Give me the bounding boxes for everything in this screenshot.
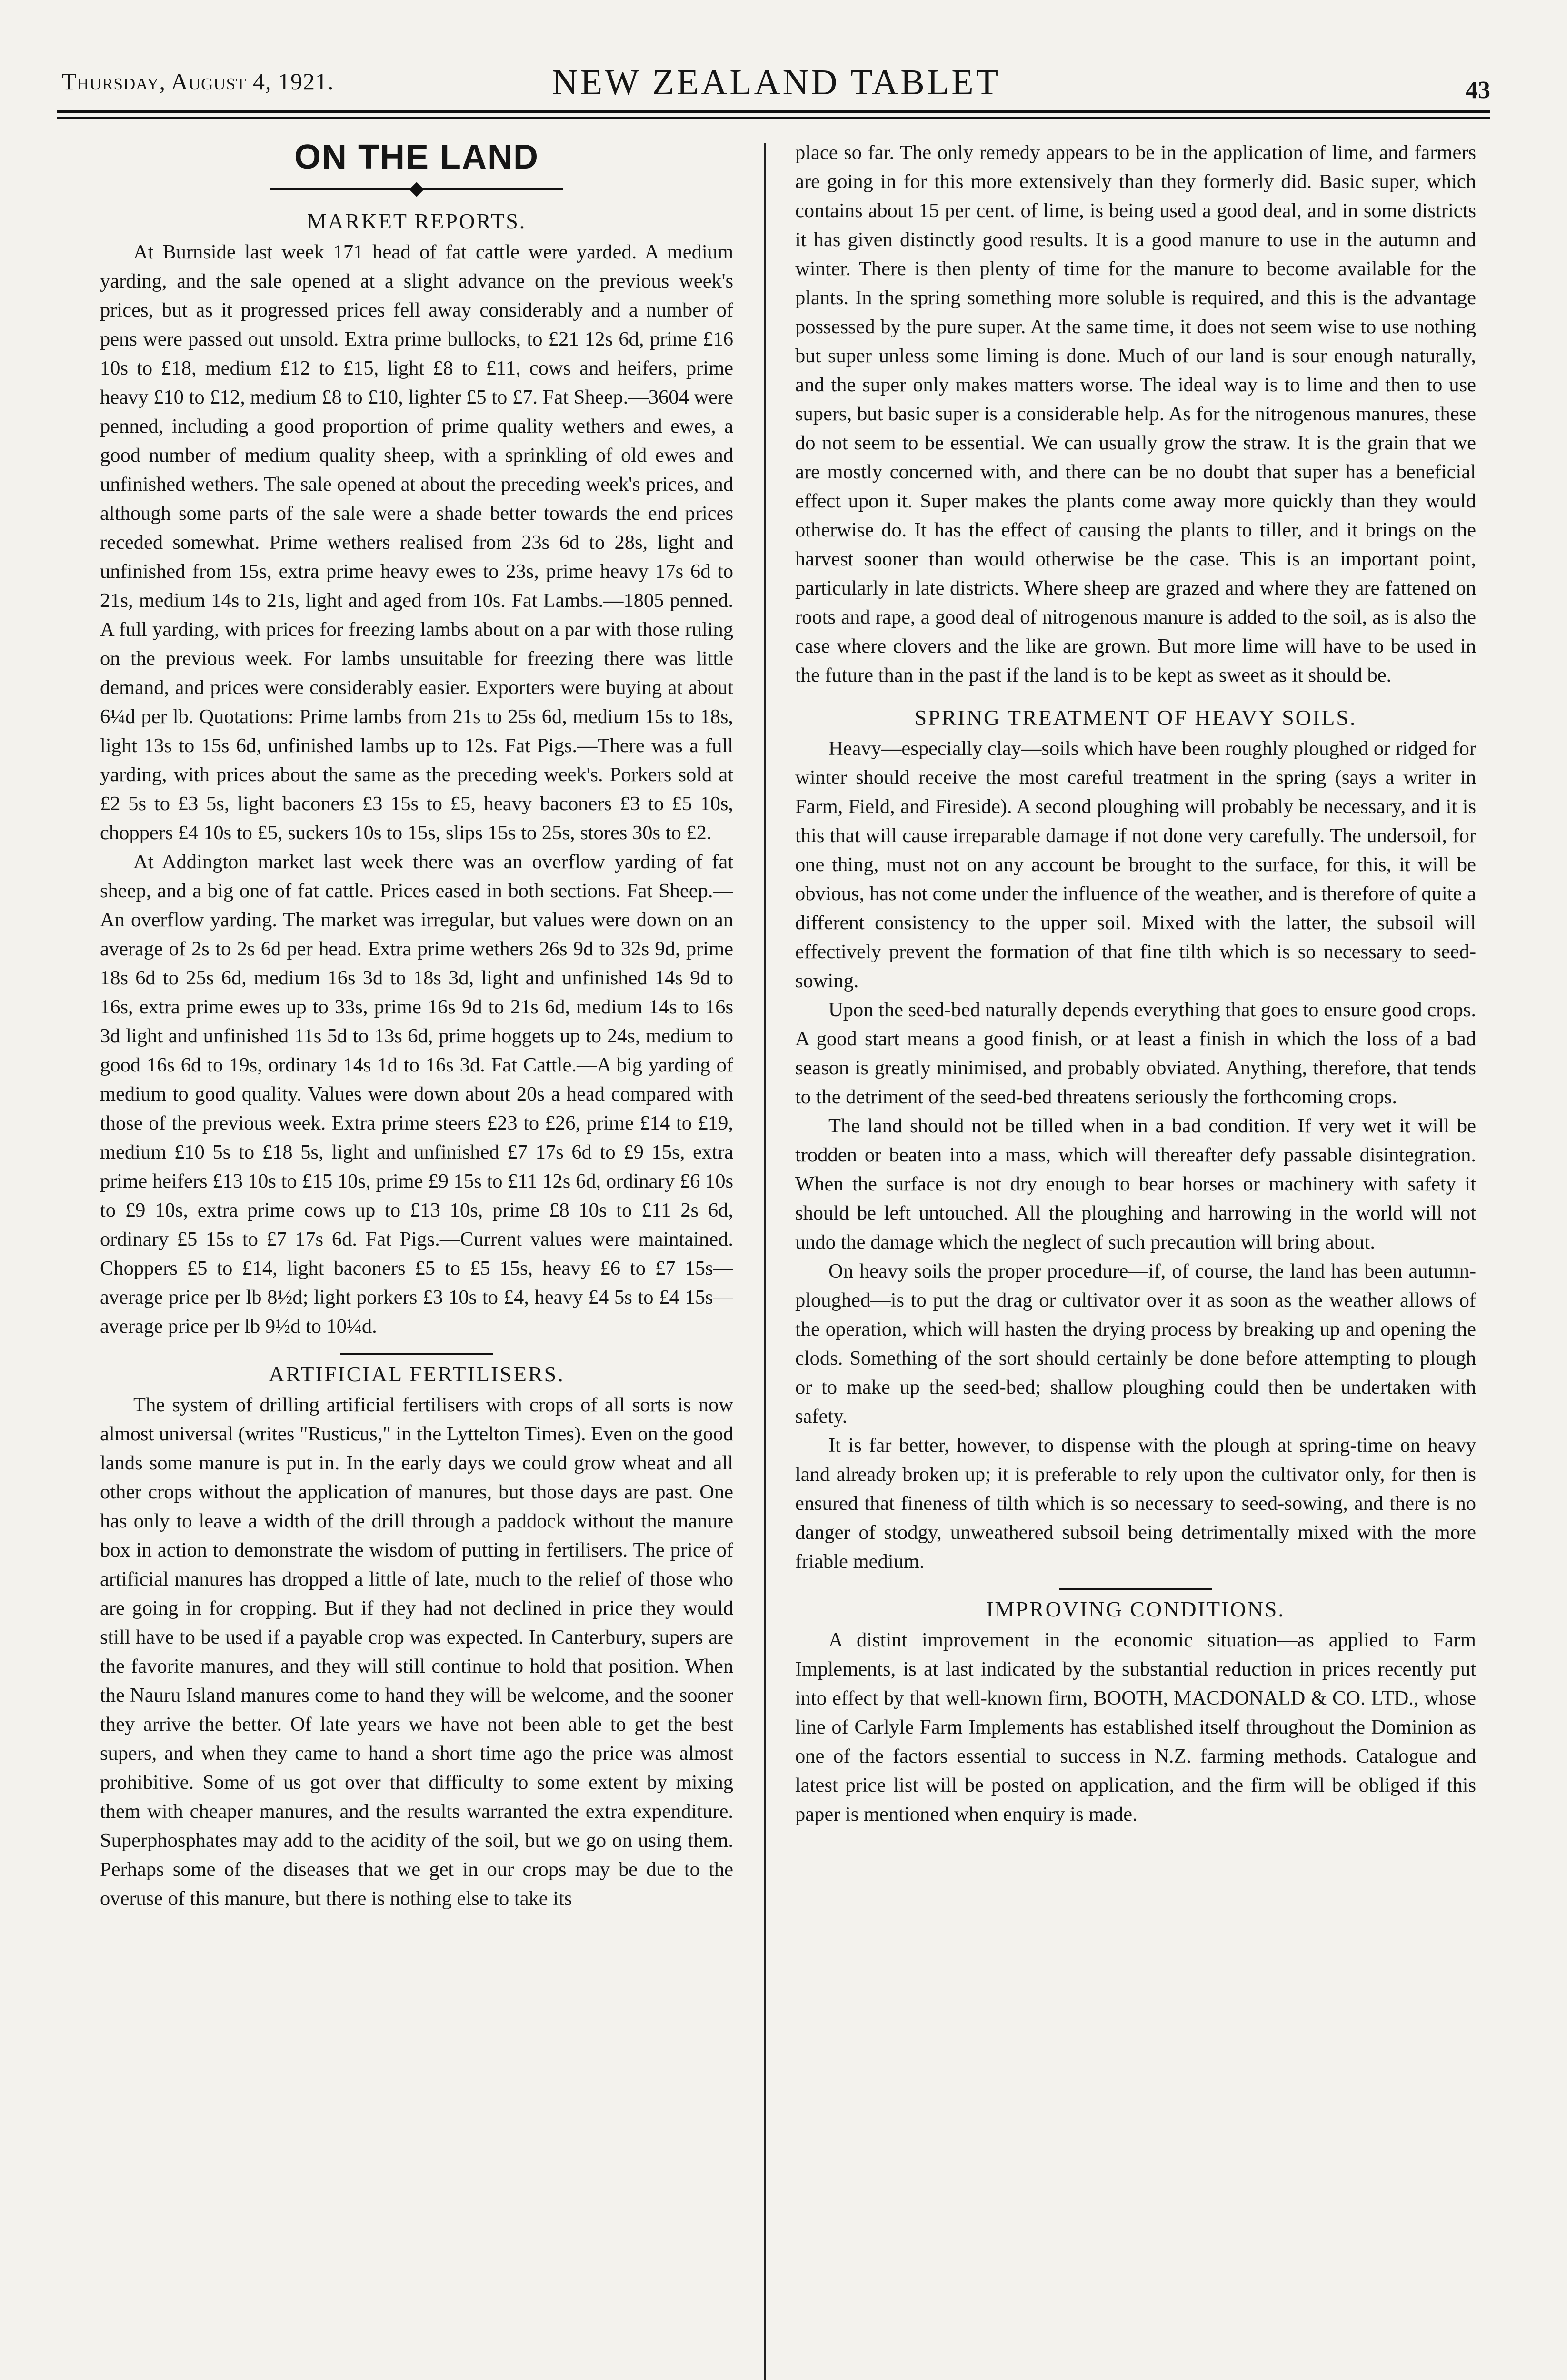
title-ornament	[100, 185, 733, 194]
article-divider	[340, 1353, 493, 1355]
issue-date: Thursday, August 4, 1921.	[62, 68, 334, 95]
article-heading-improving-conditions: IMPROVING CONDITIONS.	[986, 1597, 1285, 1621]
article-heading-spring-treatment: SPRING TREATMENT OF HEAVY SOILS.	[914, 705, 1357, 730]
article-divider	[1059, 1588, 1212, 1590]
spring-treatment-paragraph-4: On heavy soils the proper procedure—if, of course, the land has been autumn-ploughed—is to put the drag or cultivator over it as soon as the weather allows of the operation, which will hasten the drying process by breaking up and opening the clods. Something of the sort should certainly be done before attempting to plough or to make up the seed-bed; shallow ploughing could then be undertaken with safety.	[795, 1260, 1476, 1428]
masthead	[62, 57, 1490, 114]
improving-conditions-paragraph-1: A distint improvement in the economic situation—as applied to Farm Implements, is at last indicated by the substantial reduction in prices recently put into effect by that well-known firm, BOOTH, MACDONALD & CO. LTD., whose line of Carlyle Farm Implements has established itself throughout the Dominion as one of the factors essential to success in N.Z. farming methods. Catalogue and latest price list will be posted on application, and the firm will be obliged if this paper is mentioned when enquiry is made.	[795, 1629, 1476, 1825]
spring-treatment-paragraph-1: Heavy—especially clay—soils which have been roughly ploughed or ridged for winter should receive the most careful treatment in the spring (says a writer in Farm, Field, and Fireside). A second ploughing will probably be necessary, and it is this that will cause irreparable damage if not done very carefully. The undersoil, for one thing, must not on any account be brought to the surface, for this, it will be obvious, has not come under the influence of the weather, and is therefore of quite a different consistency to the upper soil. Mixed with the latter, the subsoil will effectively prevent the formation of that fine tilth which is so necessary to seed-sowing.	[795, 737, 1476, 992]
column-divider	[764, 143, 766, 2380]
market-reports-paragraph-2: At Addington market last week there was an overflow yarding of fat sheep, and a big one of fat cattle. Prices eased in both sections. Fat Sheep.—An overflow yarding. The market was irregular, but values were down on an average of 2s to 2s 6d per head. Extra prime wethers 26s 9d to 32s 9d, prime 18s 6d to 25s 6d, medium 16s 3d to 18s 3d, light and unfinished 14s 9d to 16s, extra prime ewes up to 33s, prime 16s 9d to 21s 6d, medium 14s to 16s 3d light and unfinished 11s 5d to 13s 6d, prime hoggets up to 24s, medium to good 16s 6d to 19s, ordinary 14s 1d to 16s 3d. Fat Cattle.—A big yarding of medium to good quality. Values were down about 20s a head compared with those of the previous week. Extra prime steers £23 to £26, prime £14 to £19, medium £10 5s to £18 5s, light and unfinished £7 17s 6d to £9 15s, extra prime heifers £13 10s to £15 10s, prime £9 15s to £11 12s 6d, ordinary £6 10s to £9 10s, extra prime cows up to £13 10s, prime £8 10s to £11 2s 6d, ordinary £5 15s to £7 17s 6d. Fat Pigs.—Current values were maintained. Choppers £5 to £14, light baconers £5 to £5 15s, heavy £6 to £7 15s—average price per lb 8½d; light porkers £3 10s to £4, heavy £4 5s to £4 15s—average price per lb 9½d to 10¼d.	[100, 851, 733, 1338]
publication-title: NEW ZEALAND TABLET	[551, 62, 1001, 102]
article-heading-artificial-fertilisers: ARTIFICIAL FERTILISERS.	[269, 1362, 565, 1386]
section-title: ON THE LAND	[294, 138, 539, 176]
spring-treatment-paragraph-5: It is far better, however, to dispense with the plough at spring-time on heavy land already broken up; it is preferable to rely upon the cultivator only, for then is ensured that fineness of tilth which is so necessary to seed-sowing, and there is no danger of stodgy, unweathered subsoil being detrimentally mixed with the more friable medium.	[795, 1434, 1476, 1573]
spring-treatment-paragraph-2: Upon the seed-bed naturally depends everything that goes to ensure good crops. A good start means a good finish, or at least a finish in which the loss of a bad season is greatly minimised, and probably obviated. Anything, therefore, that tends to the detriment of the seed-bed threatens seriously the forthcoming crops.	[795, 999, 1476, 1108]
artificial-fertilisers-paragraph-2: place so far. The only remedy appears to be in the application of lime, and farmers are going in for this more extensively than they formerly did. Basic super, which contains about 15 per cent. of lime, is being used a good deal, and in some districts it has given distinctly good results. It is a good manure to use in the autumn and winter. There is then plenty of time for the manure to become available for the plants. In the spring something more soluble is required, and this is the advantage possessed by the pure super. At the same time, it does not seem wise to use nothing but super unless some liming is done. Much of our land is sour enough naturally, and the super only makes matters worse. The ideal way is to lime and then to use supers, but basic super is a considerable help. As for the nitrogenous manures, these do not seem to be essential. We can usually grow the straw. It is the grain that we are mostly concerned with, and there can be no doubt that super has a beneficial effect upon it. Super makes the plants come away more quickly than they would otherwise do. It has the effect of causing the plants to tiller, and it brings on the harvest sooner than would otherwise be the case. This is an important point, particularly in late districts. Where sheep are grazed and where they are fattened on roots and rape, a good deal of nitrogenous manure is added to the soil, as is also the case where clovers and the like are grown. But more lime will have to be used in the future than in the past if the land is to be kept as sweet as it should be.	[795, 141, 1476, 686]
artificial-fertilisers-paragraph-1: The system of drilling artificial fertilisers with crops of all sorts is now almost universal (writes "Rusticus," in the Lyttelton Times). Even on the good lands some manure is put in. In the early days we could grow wheat and all other crops without the application of manures, but those days are past. One has only to leave a width of the drill through a paddock without the manure box in action to demonstrate the wisdom of putting in fertilisers. The price of artificial manures has dropped a little of late, much to the relief of those who are going in for cropping. But if they had not declined in price they would still have to be used if a payable crop was expected. In Canterbury, supers are the favorite manures, and they will still continue to hold that position. When the Nauru Island manures come to hand they will be welcome, and the sooner they arrive the better. Of late years we have not been able to get the best supers, and when they came to hand a short time ago the price was almost prohibitive. Some of us got over that difficulty to some extent by mixing them with cheaper manures, and the results warranted the extra expenditure. Superphosphates may add to the acidity of the soil, but we go on using them. Perhaps some of the diseases that we get in our crops may be due to the overuse of this manure, but there is nothing else to take its	[100, 1394, 733, 1910]
masthead-rule-bottom	[57, 117, 1490, 119]
page-number: 43	[1466, 77, 1490, 104]
market-reports-paragraph-1: At Burnside last week 171 head of fat cattle were yarded. A medium yarding, and the sale opened at a slight advance on the previous week's prices, but as it progressed prices fell away considerably and a number of pens were passed out unsold. Extra prime bullocks, to £21 12s 6d, prime £16 10s to £18, medium £12 to £15, light £8 to £11, cows and heifers, prime heavy £10 to £12, medium £8 to £10, lighter £5 to £7. Fat Sheep.—3604 were penned, including a good proportion of prime quality wethers and ewes, a good number of medium quality sheep, with a sprinkling of old ewes and unfinished wethers. The sale opened at about the preceding week's prices, and although some parts of the sale were a shade better towards the end prices receded somewhat. Prime wethers realised from 23s 6d to 28s, light and unfinished from 15s, extra prime heavy ewes to 23s, prime heavy 17s 6d to 21s, medium 14s to 21s, light and aged from 10s. Fat Lambs.—1805 penned. A full yarding, with prices for freezing lambs about on a par with those ruling on the previous week. For lambs unsuitable for freezing there was little demand, and prices were considerably easier. Exporters were buying at about 6¼d per lb. Quotations: Prime lambs from 21s to 25s 6d, medium 15s to 18s, light 13s to 15s 6d, unfinished lambs up to 12s. Fat Pigs.—There was a full yarding, with prices about the same as the preceding week's. Porkers sold at £2 5s to £3 5s, light baconers £3 15s to £5, heavy baconers £3 to £5 10s, choppers £4 10s to £5, suckers 10s to 15s, slips 15s to 25s, stores 30s to £2.	[100, 241, 733, 844]
masthead-rule-top	[57, 110, 1490, 113]
spring-treatment-paragraph-3: The land should not be tilled when in a bad condition. If very wet it will be trodden or beaten into a mass, which will thereafter defy passable disintegration. When the surface is not dry enough to bear horses or machinery with safety it should be left untouched. All the ploughing and harrowing in the world will not undo the damage which the neglect of such precaution will bring about.	[795, 1115, 1476, 1253]
article-heading-market-reports: MARKET REPORTS.	[307, 209, 527, 233]
left-column	[100, 138, 733, 2380]
right-column	[795, 138, 1476, 2380]
